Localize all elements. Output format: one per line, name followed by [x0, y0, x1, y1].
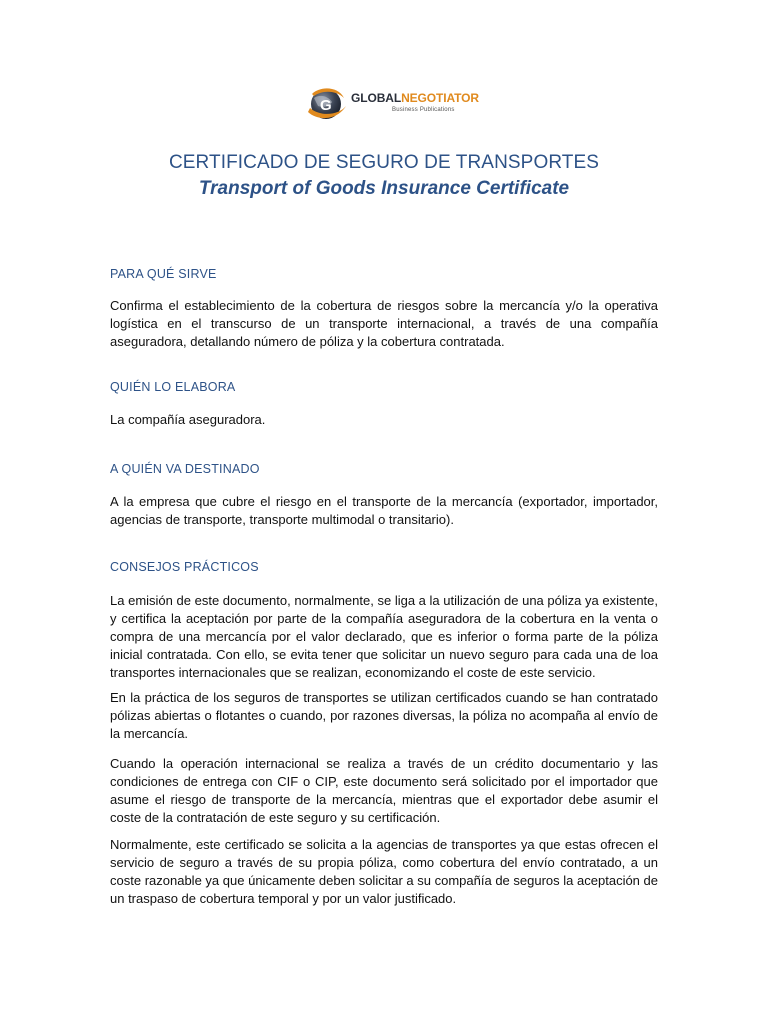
section-paragraph: En la práctica de los seguros de transportes se utilizan certificados cuando se han contratado pólizas abiertas o flotantes o cuando, por razones diversas, la póliza no acompaña al envío de la mercancía. [110, 690, 658, 741]
logo-wordmark [351, 91, 479, 105]
logo-wordmark-global: GLOBAL [351, 91, 402, 105]
svg-text:G: G [320, 97, 332, 114]
document-title: CERTIFICADO DE SEGURO DE TRANSPORTES [168, 152, 600, 173]
logo-wordmark-negotiator: NEGOTIATOR [401, 91, 479, 105]
section-heading-consejos-practicos: CONSEJOS PRÁCTICOS [110, 560, 259, 574]
section-heading-quien-lo-elabora: QUIÉN LO ELABORA [110, 380, 236, 394]
section-paragraph: Confirma el establecimiento de la cobertura de riesgos sobre la mercancía y/o la operativa logística en el transcurso de un transporte internacional, a través de una compañía aseguradora, detallando número de póliza y la cobertura contratada. [110, 298, 658, 349]
section-heading-para-que-sirve: PARA QUÉ SIRVE [110, 267, 217, 281]
section-heading-a-quien-va-destinado: A QUIÉN VA DESTINADO [110, 462, 260, 476]
section-paragraph: Normalmente, este certificado se solicita a la agencias de transportes ya que estas ofrecen el servicio de seguro a través de su propia póliza, como cobertura del envío contratado, a un coste razonable ya que únicamente deben solicitar a su compañía de seguros la aceptación de un traspaso de cobertura temporal y por un valor justificado. [110, 837, 658, 906]
section-paragraph: A la empresa que cubre el riesgo en el transporte de la mercancía (exportador, importador, agencias de transporte, transporte multimodal o transitario). [110, 494, 658, 527]
logo-tagline: Business Publications [392, 107, 455, 113]
section-paragraph: La emisión de este documento, normalmente, se liga a la utilización de una póliza ya existente, y certifica la aceptación por parte de la compañía aseguradora de la cobertura en la venta o compra de una mercancía por el valor declarado, que es inferior o forma parte de la póliza inicial contratada. Con ello, se evita tener que solicitar un nuevo seguro para cada una de loa transportes internacionales que se realizan, economizando el coste de este servicio. [110, 593, 658, 680]
global-negotiator-logo [306, 82, 479, 126]
section-paragraph: Cuando la operación internacional se realiza a través de un crédito documentario y las condiciones de entrega con CIF o CIP, este documento será solicitado por el importador que asume el riesgo de transporte de la mercancía, mientras que el exportador debe asumir el coste de la contratación de este seguro y su certificación. [110, 756, 658, 825]
section-paragraph: La compañía aseguradora. [110, 412, 266, 427]
globe-logo-icon [306, 84, 348, 124]
document-subtitle: Transport of Goods Insurance Certificate [198, 178, 570, 199]
